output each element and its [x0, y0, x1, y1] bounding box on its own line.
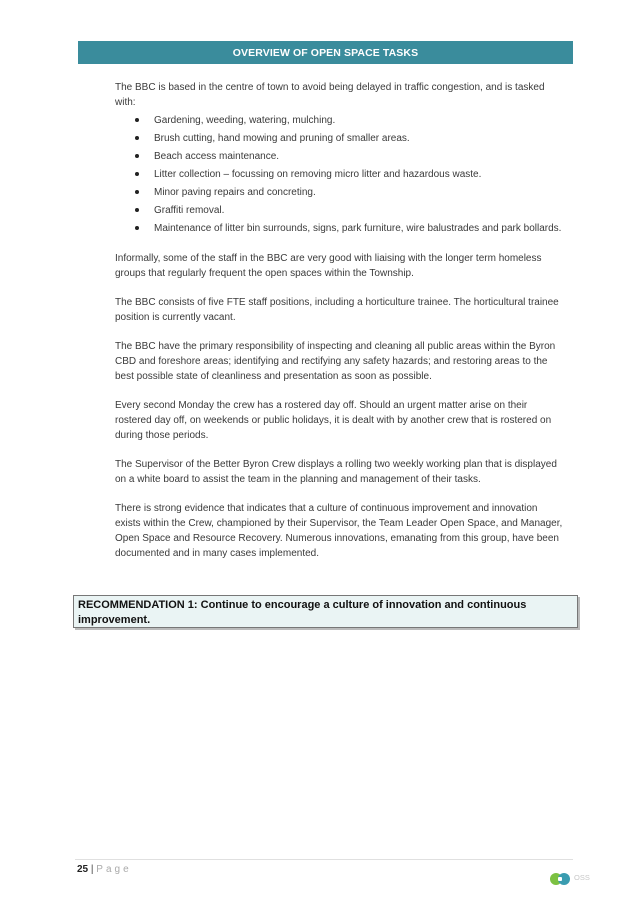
list-item-text: Minor paving repairs and concreting. [154, 187, 316, 198]
bullet-icon [135, 172, 139, 176]
bullet-icon [135, 136, 139, 140]
list-item-text: Graffiti removal. [154, 205, 225, 216]
list-item-text: Maintenance of litter bin surrounds, signs, park furniture, wire balustrades and park bollards. [154, 223, 562, 234]
list-item [115, 185, 565, 200]
section-header [78, 41, 573, 64]
page-label: Page [96, 864, 132, 875]
list-item [115, 167, 565, 182]
logo-text: OSS [574, 873, 590, 882]
paragraph-homeless-liaison: Informally, some of the staff in the BBC are very good with liaising with the longer term homeless groups that regularly frequent the open spaces within the Township. [115, 253, 542, 279]
list-item [115, 113, 565, 128]
list-item-text: Beach access maintenance. [154, 151, 280, 162]
paragraph-staff-positions: The BBC consists of five FTE staff positions, including a horticulture trainee. The horticultural trainee position is currently vacant. [115, 297, 559, 323]
section-title: OVERVIEW OF OPEN SPACE TASKS [232, 46, 419, 59]
list-item [115, 131, 565, 146]
paragraph-responsibilities: The BBC have the primary responsibility of inspecting and cleaning all public areas within the Byron CBD and foreshore areas; identifying and rectifying any safety hazards; and restoring areas to the best possible state of cleanliness and presentation as soon as possible. [115, 341, 556, 382]
bullet-icon [135, 208, 139, 212]
footer-divider [75, 859, 573, 860]
recommendation-text: RECOMMENDATION 1: Continue to encourage a culture of innovation and continuous improvement. [78, 599, 527, 626]
bullet-icon [135, 154, 139, 158]
recommendation-box [73, 595, 578, 628]
paragraph-working-plan: The Supervisor of the Better Byron Crew displays a rolling two weekly working plan that is displayed on a white board to assist the team in the planning and management of their tasks. [115, 459, 557, 485]
list-item-text: Gardening, weeding, watering, mulching. [154, 115, 336, 126]
list-item [115, 203, 565, 218]
bullet-icon [135, 226, 139, 230]
bullet-icon [135, 190, 139, 194]
page-footer [77, 864, 132, 875]
list-item [115, 221, 565, 236]
page-number: 25 [77, 864, 89, 875]
list-item-text: Brush cutting, hand mowing and pruning of smaller areas. [154, 133, 410, 144]
list-item-text: Litter collection – focussing on removing micro litter and hazardous waste. [154, 169, 482, 180]
bullet-icon [135, 118, 139, 122]
intro-paragraph: The BBC is based in the centre of town to avoid being delayed in traffic congestion, and is tasked with: [115, 82, 545, 108]
page-separator: | [90, 864, 94, 875]
paragraph-roster: Every second Monday the crew has a rostered day off. Should an urgent matter arise on their rostered day off, on weekends or public holidays, it is dealt with by another crew that is rostered on during those periods. [115, 400, 552, 441]
paragraph-innovation: There is strong evidence that indicates that a culture of continuous improvement and innovation exists within the Crew, championed by their Supervisor, the Team Leader Open Space, and Manager, Open Space and Resource Recovery. Numerous innovations, emanating from this group, have been documented and in many cases implemented. [115, 503, 563, 559]
task-list [115, 113, 565, 236]
document-body [115, 80, 565, 575]
list-item [115, 149, 565, 164]
logo-center-mark [558, 877, 562, 881]
